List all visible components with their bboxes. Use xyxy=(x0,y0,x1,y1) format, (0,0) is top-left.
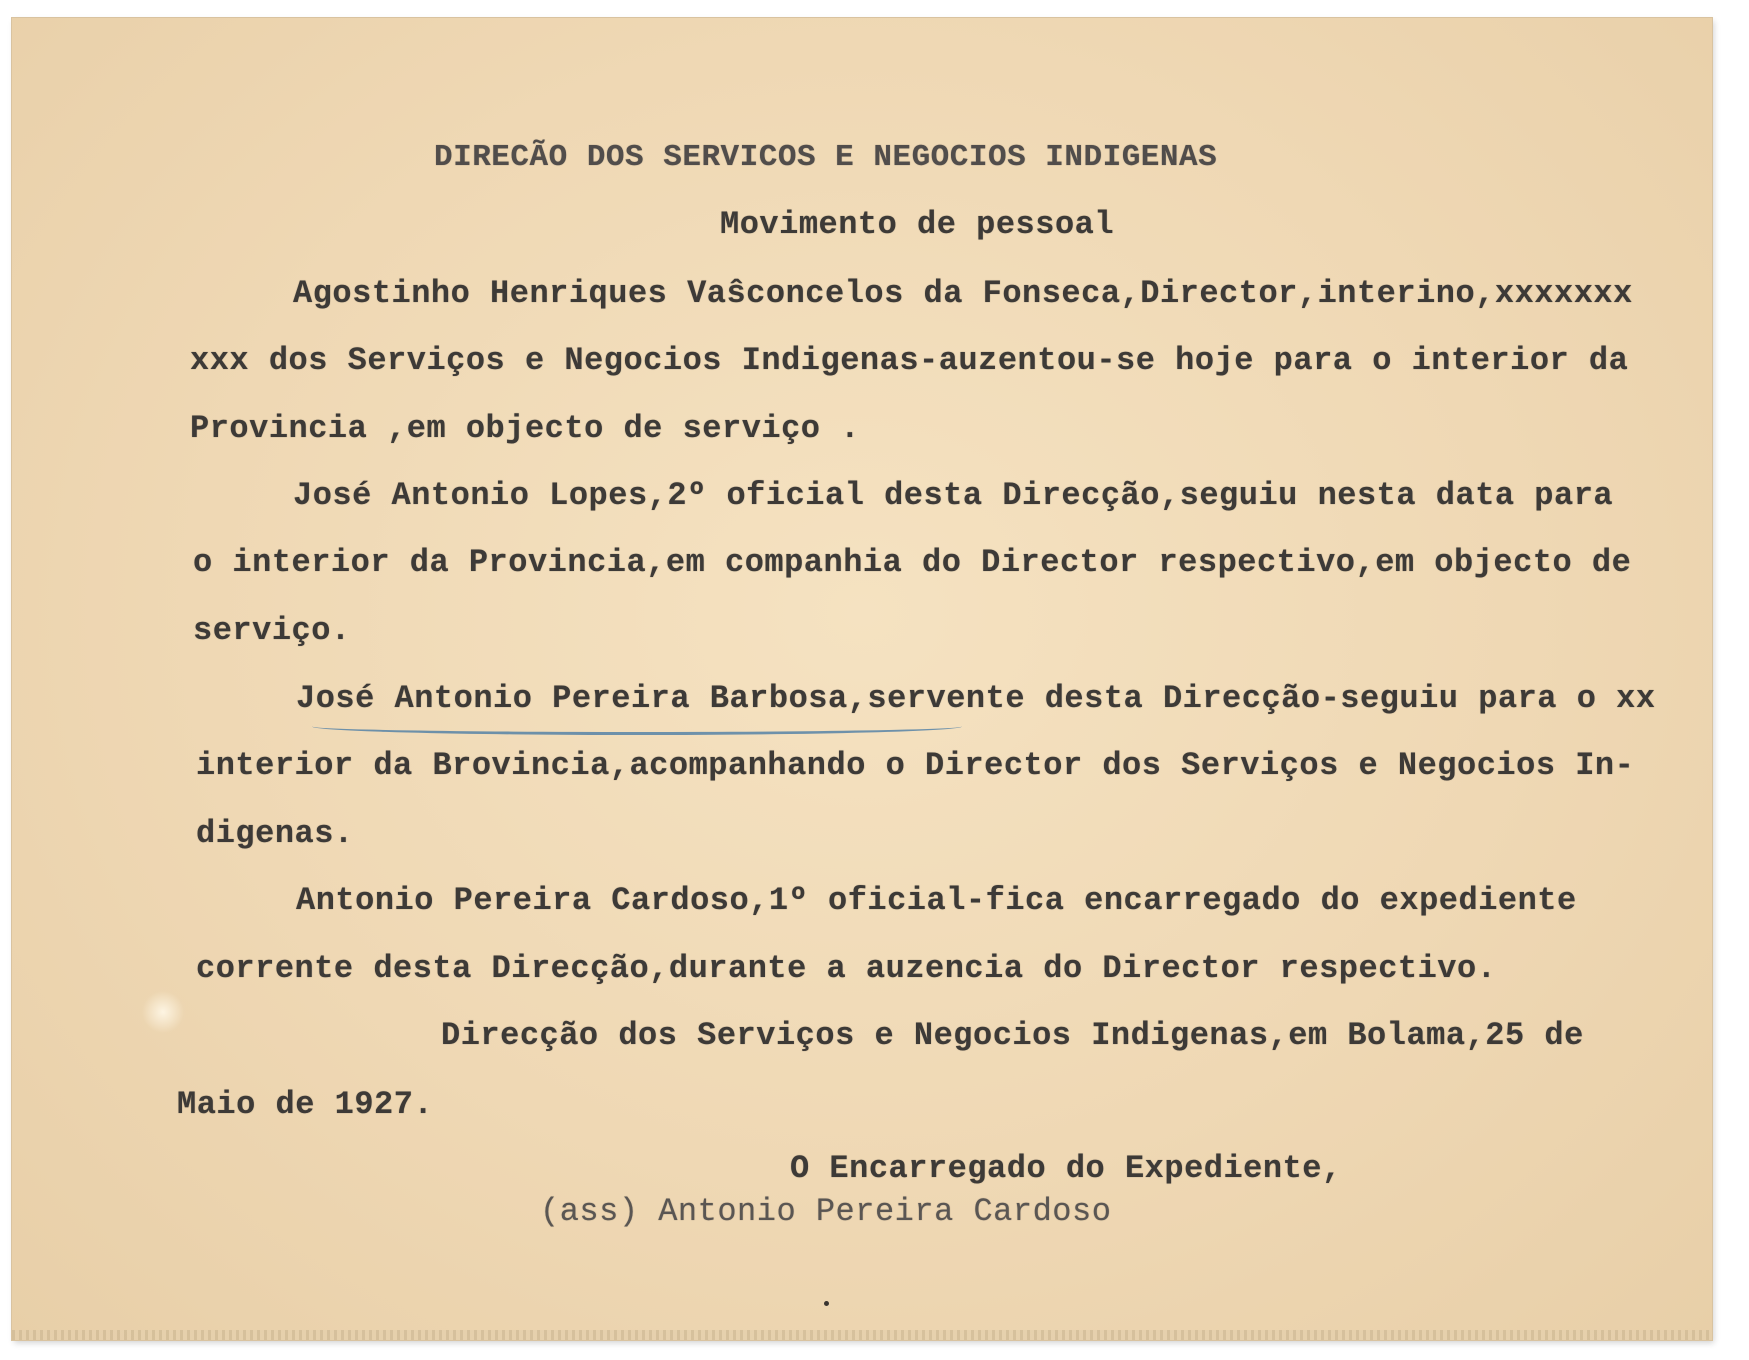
signature-title: O Encarregado do Expediente, xyxy=(790,1150,1342,1187)
pen-underline xyxy=(312,718,962,735)
body-line-7: José Antonio Pereira Barbosa,servente desta Direcção-seguiu para o xx xyxy=(296,680,1656,717)
body-line-1: Agostinho Henriques Vaŝconcelos da Fonseca,Director,interino,xxxxxxx xyxy=(293,275,1633,312)
body-line-10: Antonio Pereira Cardoso,1º oficial-fica encarregado do expediente xyxy=(296,882,1577,919)
body-line-3: Provincia ,em objecto de serviço . xyxy=(190,410,860,447)
body-line-2: xxx dos Serviços e Negocios Indigenas-auzentou-se hoje para o interior da xyxy=(190,342,1629,379)
body-line-6: serviço. xyxy=(193,612,351,649)
body-line-8: interior da Brovincia,acompanhando o Director dos Serviços e Negocios In- xyxy=(196,747,1635,784)
document-subheading: Movimento de pessoal xyxy=(720,206,1115,243)
body-line-11: corrente desta Direcção,durante a auzencia do Director respectivo. xyxy=(196,950,1497,987)
body-line-12: Direcção dos Serviços e Negocios Indigenas,em Bolama,25 de xyxy=(441,1017,1584,1054)
ink-dot xyxy=(824,1301,829,1306)
body-line-4: José Antonio Lopes,2º oficial desta Direcção,seguiu nesta data para xyxy=(293,477,1614,514)
body-line-9: digenas. xyxy=(196,815,354,852)
body-line-13: Maio de 1927. xyxy=(177,1086,434,1123)
signature-name: (ass) Antonio Pereira Cardoso xyxy=(540,1193,1112,1230)
paper-stain xyxy=(140,986,186,1038)
body-line-5: o interior da Provincia,em companhia do Director respectivo,em objecto de xyxy=(193,544,1632,581)
document-heading: DIRECÃO DOS SERVICOS E NEGOCIOS INDIGENAS xyxy=(434,140,1218,175)
